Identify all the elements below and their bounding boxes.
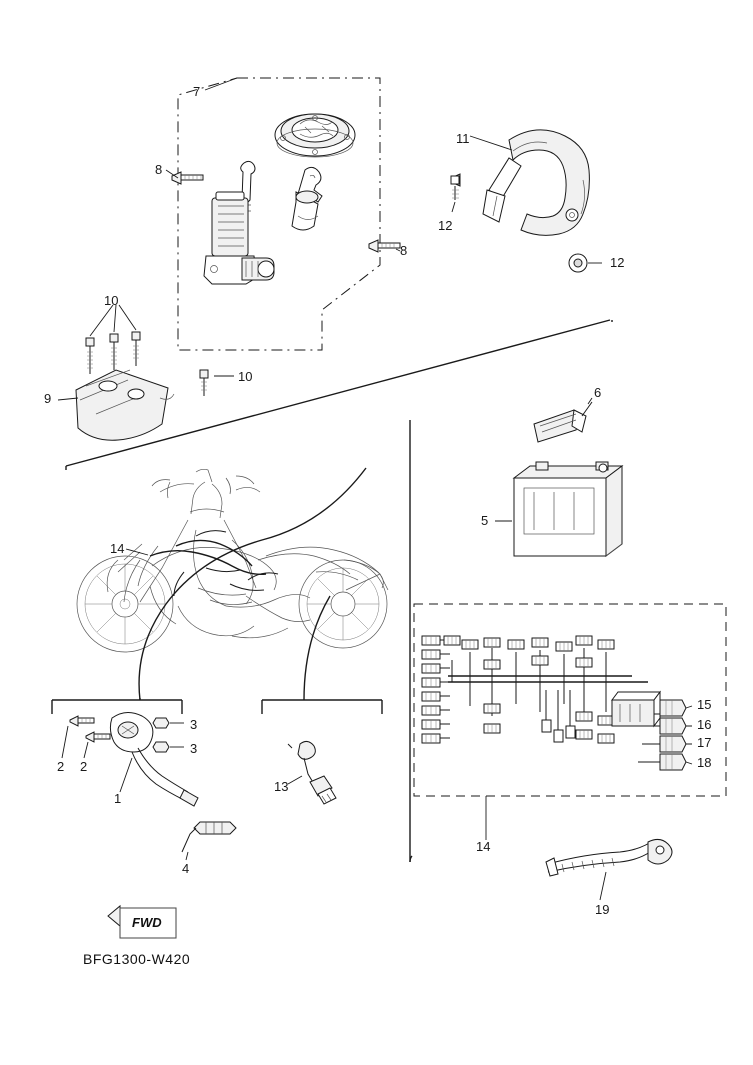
callout-17: 17 <box>697 735 712 750</box>
callout-9: 9 <box>44 391 52 406</box>
callout-4: 4 <box>182 861 190 876</box>
fuse-box-illustration <box>612 692 660 726</box>
bolts-2-illustration <box>62 716 110 758</box>
bolt-8-right-illustration <box>369 240 400 252</box>
callout-15: 15 <box>697 697 712 712</box>
battery-bracket-6-illustration <box>534 398 592 442</box>
callout-3-lower: 3 <box>190 741 198 756</box>
callout-7: 7 <box>193 84 201 99</box>
bolt-12-illustration <box>451 174 460 212</box>
callout-12-right: 12 <box>610 255 625 270</box>
bolt-8-left-illustration <box>166 170 203 184</box>
ignition-group-boundary <box>178 78 380 350</box>
wire-harness-illustration <box>422 636 692 770</box>
callout-3-upper: 3 <box>190 717 198 732</box>
callout-12-left: 12 <box>438 218 453 233</box>
fuel-tank-cap-illustration <box>275 114 355 157</box>
callout-18: 18 <box>697 755 712 770</box>
callout-2-left: 2 <box>57 759 65 774</box>
horn-bracket-1-illustration <box>110 712 198 806</box>
cable-strap-19-illustration <box>546 839 672 900</box>
nuts-3-illustration <box>153 718 184 752</box>
washer-12-illustration <box>569 254 602 272</box>
callout-11: 11 <box>456 131 470 146</box>
fwd-label: FWD <box>132 915 162 930</box>
callout-16: 16 <box>697 717 712 732</box>
bracket-9-illustration <box>58 370 174 440</box>
sensor-13-illustration <box>288 741 336 804</box>
callout-14-harness: 14 <box>476 839 491 854</box>
key-cylinder-illustration <box>292 191 318 230</box>
callout-10-upper: 10 <box>104 293 119 308</box>
callout-2-right: 2 <box>80 759 88 774</box>
callout-10-lower: 10 <box>238 369 253 384</box>
harness-routing-lines <box>52 468 382 714</box>
connector-4-illustration <box>182 822 236 860</box>
callout-5: 5 <box>481 513 489 528</box>
main-switch-illustration <box>204 192 274 284</box>
callout-13: 13 <box>274 779 289 794</box>
part-code-label: BFG1300-W420 <box>83 951 191 967</box>
callout-14-bike: 14 <box>110 541 125 556</box>
callout-8-upper: 8 <box>155 162 163 177</box>
callout-6: 6 <box>594 385 602 400</box>
callout-1: 1 <box>114 791 122 806</box>
callout-8-lower: 8 <box>400 243 408 258</box>
callout-19: 19 <box>595 902 610 917</box>
battery-5-illustration <box>495 462 622 556</box>
cover-11-illustration <box>470 130 589 235</box>
